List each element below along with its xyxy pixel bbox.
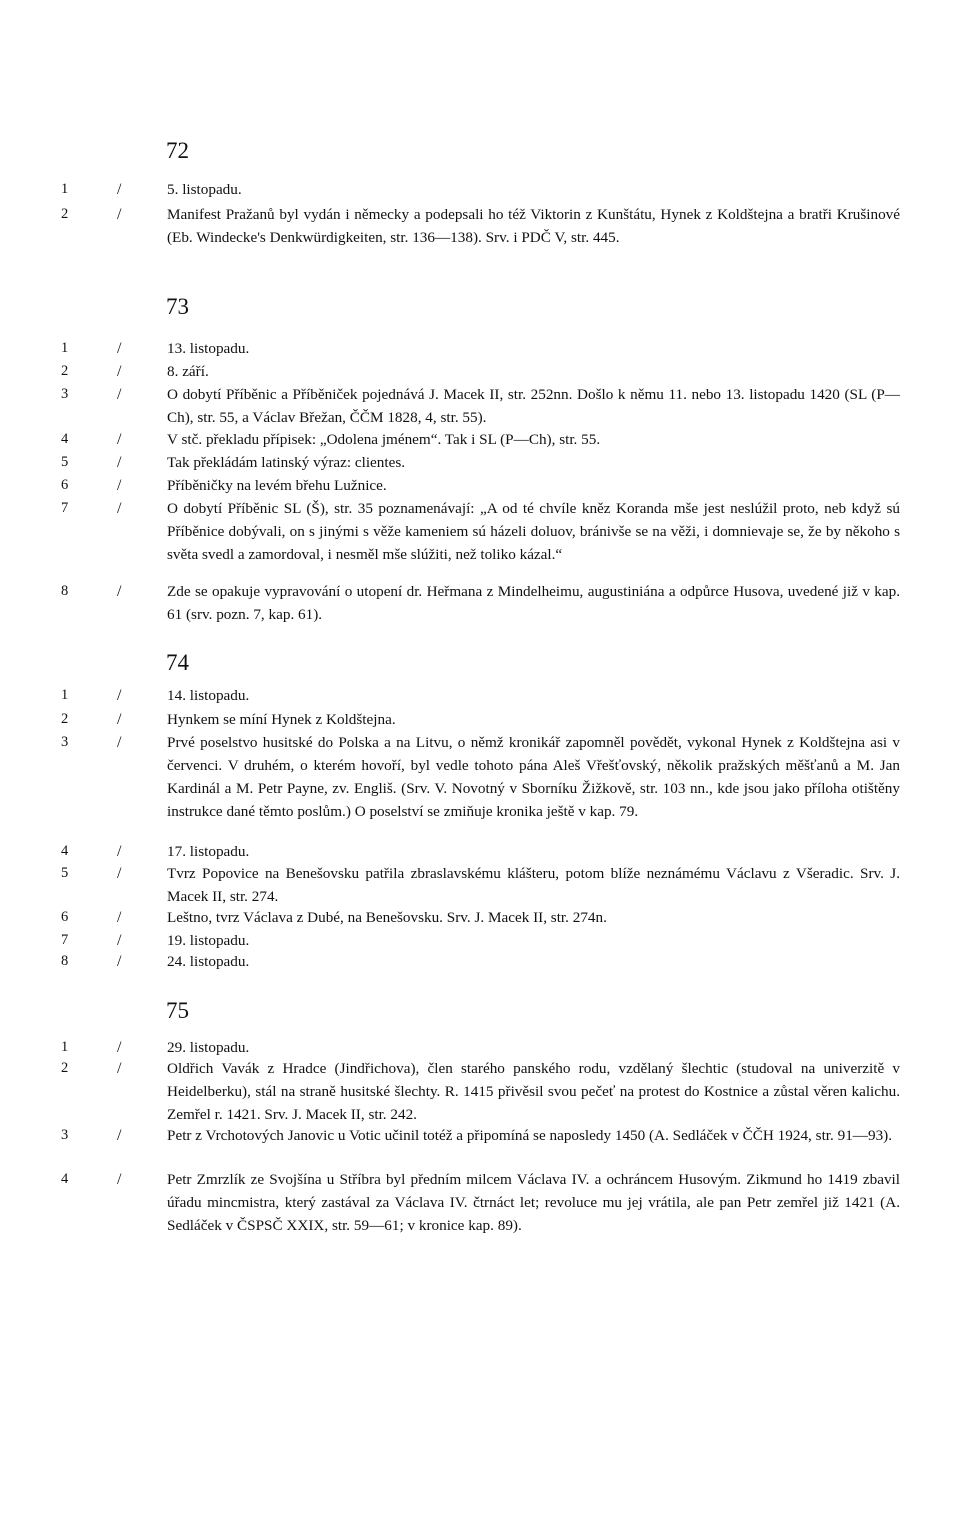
note-separator: / (117, 206, 122, 223)
note-separator: / (117, 711, 122, 728)
note-separator: / (117, 953, 122, 970)
note-number: 8 (61, 953, 69, 969)
note-text: 14. listopadu. (167, 687, 250, 704)
note-separator: / (117, 431, 122, 448)
note-number: 7 (61, 500, 69, 516)
note-text: 13. listopadu. (167, 340, 250, 357)
note-number: 4 (61, 843, 69, 859)
note-text: Prvé poselstvo husitské do Polska a na Litvu, o němž kronikář zapomněl povědět, vykonal Hynek z Koldštejna asi v červenci. V druhém, o kterém hovoří, byl vedle tohoto pána Aleš Vřešťovský, několik pražských měšťanů a M. Jan Kardinál a M. Petr Payne, zv. Engliš. (Srv. V. Novotný v Sborníku Žižkově, str. 103 nn., kde jsou jako příloha otištěny instrukce dané těmto poslům.) O poselství se zmiňuje kronika ještě v kap. 79. (167, 734, 900, 820)
note-text: Příběničky na levém břehu Lužnice. (167, 477, 387, 494)
note-number: 5 (61, 865, 69, 881)
note-text: 19. listopadu. (167, 932, 250, 949)
note-number: 6 (61, 477, 69, 493)
note-separator: / (117, 340, 122, 357)
note-separator: / (117, 363, 122, 380)
note-number: 7 (61, 932, 69, 948)
note-text: Hynkem se míní Hynek z Koldštejna. (167, 711, 396, 728)
note-separator: / (117, 1127, 122, 1144)
note-separator: / (117, 454, 122, 471)
note-number: 3 (61, 1127, 69, 1143)
note-number: 1 (61, 181, 69, 197)
note-text: Leštno, tvrz Václava z Dubé, na Benešovsku. Srv. J. Macek II, str. 274n. (167, 909, 607, 926)
note-separator: / (117, 500, 122, 517)
note-number: 6 (61, 909, 69, 925)
note-separator: / (117, 932, 122, 949)
note-separator: / (117, 687, 122, 704)
note-separator: / (117, 865, 122, 882)
note-text: Petr z Vrchotových Janovic u Votic učinil totéž a připomíná se naposledy 1450 (A. Sedláček v ČČH 1924, str. 91—93). (167, 1127, 893, 1144)
note-separator: / (117, 1171, 122, 1188)
chapter-number: 73 (166, 294, 189, 319)
note-separator: / (117, 1060, 122, 1077)
note-text: Tak překládám latinský výraz: clientes. (167, 454, 406, 471)
note-separator: / (117, 477, 122, 494)
note-text: 5. listopadu. (167, 181, 242, 198)
note-number: 2 (61, 711, 69, 727)
note-text: Zde se opakuje vypravování o utopení dr. Heřmana z Mindelheimu, augustiniána a odpůrce Husova, uvedené již v kap. 61 (srv. pozn. 7, kap. 61). (167, 583, 900, 623)
note-text: 17. listopadu. (167, 843, 250, 860)
note-number: 4 (61, 1171, 69, 1187)
note-text: 8. září. (167, 363, 209, 380)
note-number: 2 (61, 1060, 69, 1076)
note-text: Oldřich Vavák z Hradce (Jindřichova), člen starého panského rodu, vzdělaný šlechtic (studoval na univerzitě v Heidelberku), stál na straně husitské šlechty. R. 1415 přivěsil svou pečeť na protest do Kostnice a zůstal věren kalichu. Zemřel r. 1421. Srv. J. Macek II, str. 242. (167, 1060, 900, 1123)
note-number: 1 (61, 1039, 69, 1055)
note-separator: / (117, 181, 122, 198)
note-text: O dobytí Příběnic SL (Š), str. 35 poznamenávají: „A od té chvíle kněz Koranda mše jest neslúžil proto, neb když sú Příběnice dobývali, on s jinými s věže kameniem sú házeli doluov, bránivše se na věži, i domnievaje se, že by někoho s světa svedl a zamordoval, i nesměl mše slúžiti, než toliko kázal.“ (167, 500, 900, 563)
note-number: 8 (61, 583, 69, 599)
note-number: 3 (61, 734, 69, 750)
note-separator: / (117, 1039, 122, 1056)
note-text: Manifest Pražanů byl vydán i německy a podepsali ho též Viktorin z Kunštátu, Hynek z Koldštejna a bratři Krušinové (Eb. Windecke's Denkwürdigkeiten, str. 136—138). Srv. i PDČ V, str. 445. (167, 206, 900, 246)
chapter-number: 75 (166, 998, 189, 1023)
note-text: 24. listopadu. (167, 953, 250, 970)
note-text: O dobytí Příběnic a Příběniček pojednává J. Macek II, str. 252nn. Došlo k němu 11. nebo 13. listopadu 1420 (SL (P—Ch), str. 55, a Václav Břežan, ČČM 1828, 4, str. 55). (167, 386, 900, 426)
note-separator: / (117, 909, 122, 926)
note-separator: / (117, 843, 122, 860)
note-text: V stč. překladu přípisek: „Odolena jménem“. Tak i SL (P—Ch), str. 55. (167, 431, 601, 448)
note-text: Petr Zmrzlík ze Svojšína u Stříbra byl předním milcem Václava IV. a ochráncem Husovým. Zikmund ho 1419 zbavil úřadu mincmistra, který zastával za Václava IV. čtrnáct let; revoluce mu jej vrátila, ale pan Petr zemřel již 1421 (A. Sedláček v ČSPSČ XXIX, str. 59—61; v kronice kap. 89). (167, 1171, 900, 1234)
note-number: 2 (61, 206, 69, 222)
note-separator: / (117, 734, 122, 751)
note-number: 1 (61, 687, 69, 703)
note-number: 3 (61, 386, 69, 402)
chapter-number: 74 (166, 650, 189, 675)
note-separator: / (117, 386, 122, 403)
note-text: Tvrz Popovice na Benešovsku patřila zbraslavskému klášteru, potom blíže neznámému Václavu z Všeradic. Srv. J. Macek II, str. 274. (167, 865, 900, 905)
note-separator: / (117, 583, 122, 600)
note-text: 29. listopadu. (167, 1039, 250, 1056)
note-number: 1 (61, 340, 69, 356)
chapter-number: 72 (166, 138, 189, 163)
note-number: 2 (61, 363, 69, 379)
note-number: 4 (61, 431, 69, 447)
note-number: 5 (61, 454, 69, 470)
